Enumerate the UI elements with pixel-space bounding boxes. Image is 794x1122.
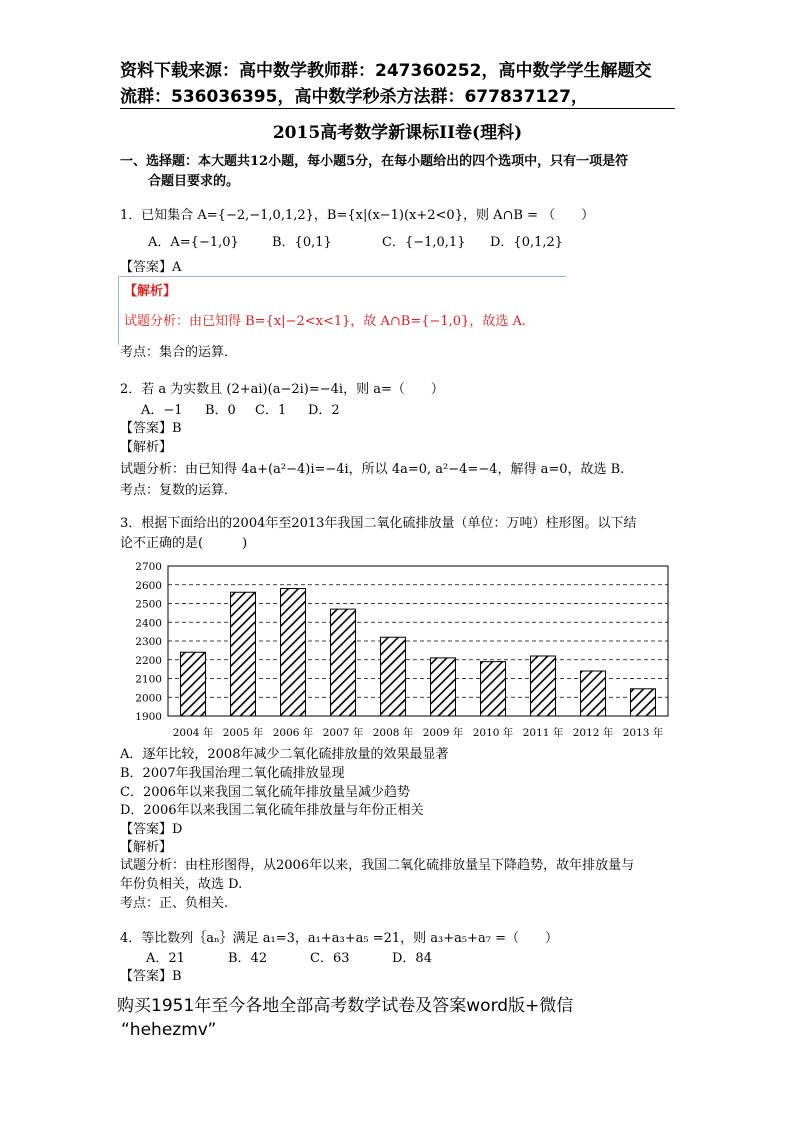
chart-y-tick-label: 2700: [135, 561, 162, 573]
chart-x-tick-label: 2006 年: [272, 727, 314, 739]
q3-option-d: D．2006年以来我国二氧化硫年排放量与年份正相关: [120, 803, 424, 818]
chart-y-tick-label: 2600: [135, 579, 162, 592]
section-heading-line-2: 合题目要求的。: [148, 174, 240, 189]
chart-y-tick-label: 2500: [135, 598, 162, 611]
chart-bar: [181, 652, 206, 716]
chart-x-tick-label: 2011 年: [522, 727, 564, 739]
q2-knowledge-point: 考点：复数的运算．: [120, 483, 238, 498]
q4-option-b: B．42: [228, 951, 268, 966]
exam-title: 2015高考数学新课标II卷(理科): [272, 123, 523, 143]
chart-bar: [381, 637, 406, 716]
q4-option-c: C．63: [310, 951, 350, 966]
chart-bar: [531, 656, 556, 716]
q1-answer: 【答案】A: [120, 260, 182, 275]
chart-x-tick-label: 2013 年: [622, 727, 664, 739]
q4-answer: 【答案】B: [120, 969, 182, 984]
chart-bar: [231, 592, 256, 716]
q3-analysis-line-2: 年份负相关，故选 D.: [120, 877, 243, 892]
q2-stem: 2．若 a 为实数且 (2+ai)(a−2i)=−4i，则 a=（ ）: [120, 382, 444, 397]
q2-option-c: C．1: [255, 403, 287, 418]
q3-analysis-line-1: 试题分析：由柱形图得，从2006年以来，我国二氧化硫排放量呈下降趋势，故年排放量与: [120, 858, 635, 873]
q1-knowledge-point: 考点：集合的运算．: [120, 345, 238, 360]
chart-x-tick-label: 2010 年: [472, 727, 514, 739]
chart-bar: [481, 662, 506, 716]
chart-x-tick-label: 2005 年: [222, 727, 264, 739]
q3-option-b: B．2007年我国治理二氧化硫排放显现: [120, 766, 345, 781]
q2-option-b: B．0: [205, 403, 236, 418]
chart-bar: [581, 671, 606, 716]
q1-option-d: D．{0,1,2}: [490, 235, 564, 250]
q2-option-d: D．2: [308, 403, 340, 418]
chart-x-tick-label: 2012 年: [572, 727, 614, 739]
q2-answer: 【答案】B: [120, 421, 182, 436]
source-header-line-2: 流群：536036395，高中数学秒杀方法群：677837127，: [120, 87, 588, 107]
purchase-footer-line-2: “hehezmv”: [121, 1020, 217, 1040]
q3-option-c: C．2006年以来我国二氧化硫年排放量呈减少趋势: [120, 785, 411, 800]
q1-option-a: A．A={−1,0}: [148, 235, 239, 250]
source-header-line-1: 资料下载来源：高中数学教师群：247360252，高中数学学生解题交: [120, 61, 652, 81]
chart-y-tick-label: 2100: [135, 673, 162, 686]
chart-bar: [331, 609, 356, 716]
source-header: [120, 58, 680, 110]
q2-analysis: 试题分析：由已知得 4a+(a²−4)i=−4i，所以 4a=0, a²−4=−4，解得 a=0，故选 B.: [120, 462, 625, 477]
chart-x-tick-label: 2009 年: [422, 727, 464, 739]
chart-x-tick-label: 2004 年: [172, 727, 214, 739]
q4-stem: 4．等比数列｛aₙ｝满足 a₁=3，a₁+a₃+a₅ =21，则 a₃+a₅+a₇ =（ ）: [120, 931, 558, 946]
q3-answer: 【答案】D: [120, 822, 183, 837]
q3-option-a: A．逐年比较，2008年减少二氧化硫排放量的效果最显著: [120, 747, 449, 762]
chart-y-tick-label: 2400: [135, 617, 162, 630]
q1-analysis-title: 【解析】: [124, 284, 177, 299]
q1-option-b: B．{0,1}: [272, 235, 332, 250]
header-divider: [120, 108, 675, 109]
chart-y-tick-label: 2000: [135, 692, 162, 705]
chart-y-tick-label: 2200: [135, 654, 162, 667]
q2-analysis-title: 【解析】: [120, 440, 173, 455]
chart-x-tick-label: 2007 年: [322, 727, 364, 739]
chart-bar: [281, 589, 306, 717]
so2-emission-chart: [120, 558, 680, 742]
q2-option-a: A．−1: [141, 403, 183, 418]
purchase-footer-line-1: 购买1951年至今各地全部高考数学试卷及答案word版+微信: [117, 996, 574, 1016]
q1-analysis-box: [118, 276, 566, 345]
chart-y-tick-label: 1900: [135, 711, 162, 723]
section-heading: [120, 152, 675, 192]
chart-x-tick-label: 2008 年: [372, 727, 414, 739]
q4-option-a: A．21: [146, 951, 185, 966]
section-heading-line-1: 一、选择题：本大题共12小题，每小题5分，在每小题给出的四个选项中，只有一项是符: [120, 154, 629, 169]
q1-analysis: 试题分析：由已知得 B={x|−2<x<1}，故 A∩B={−1,0}，故选 A.: [124, 314, 527, 329]
q3-stem-line-1: 3．根据下面给出的2004年至2013年我国二氧化硫排放量（单位：万吨）柱形图。以下结: [120, 516, 637, 531]
q1-stem: 1．已知集合 A={−2,−1,0,1,2}，B={x|(x−1)(x+2<0}，则 A∩B = （ ）: [120, 208, 595, 223]
chart-bar: [431, 658, 456, 716]
chart-bar: [631, 689, 656, 716]
q3-analysis-title: 【解析】: [120, 840, 173, 855]
chart-y-tick-label: 2300: [135, 636, 162, 648]
chart-svg: [120, 558, 680, 742]
q3-knowledge-point: 考点：正、负相关.: [120, 896, 229, 911]
q1-option-c: C．{−1,0,1}: [382, 235, 466, 250]
chart-y-tick-labels: [135, 561, 162, 723]
purchase-footer: [117, 994, 677, 1042]
q3-stem-line-2: 论不正确的是( ): [120, 536, 248, 551]
chart-x-tick-labels: [173, 726, 664, 739]
q4-option-d: D．84: [392, 951, 432, 966]
chart-bars: [181, 589, 656, 717]
